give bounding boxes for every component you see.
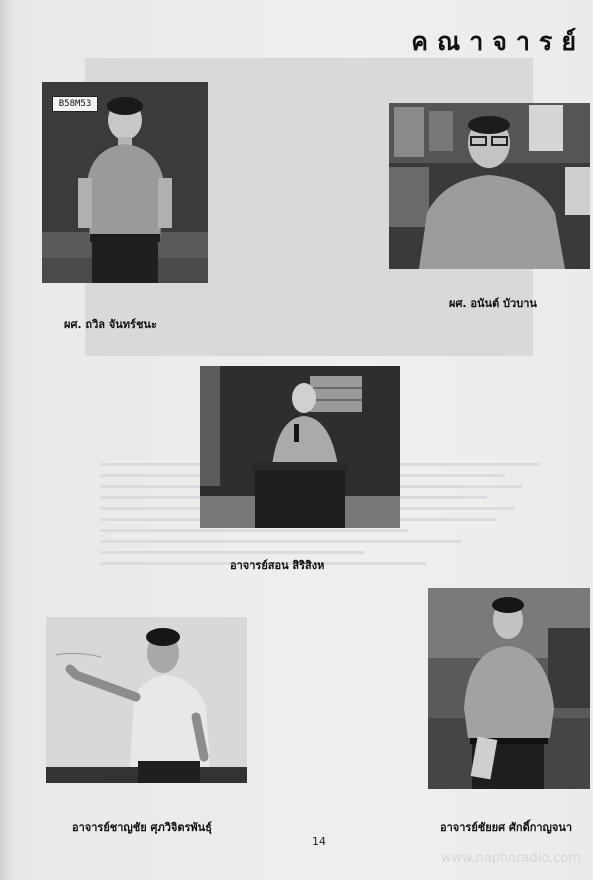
photo-faculty-3: [200, 366, 400, 528]
caption-faculty-3: อาจารย์สอน สิริสิงห: [230, 559, 325, 572]
caption-faculty-2: ผศ. อนันต์ บัวบาน: [449, 297, 537, 310]
caption-faculty-1: ผศ. ถวิล จันทร์ชนะ: [64, 318, 157, 331]
photo-faculty-5: [428, 588, 590, 789]
photo-id-tag: B58M53: [52, 96, 98, 112]
portrait-image: [428, 588, 590, 789]
portrait-image: [200, 366, 400, 528]
portrait-image: [389, 103, 590, 269]
page-title: คณาจารย์: [411, 27, 585, 56]
photo-faculty-1: [42, 82, 208, 283]
caption-faculty-4: อาจารย์ชาญชัย ศุภวิจิตรพันธุ์: [72, 821, 212, 834]
page-number: 14: [312, 835, 326, 848]
portrait-image: [42, 82, 208, 283]
photo-faculty-2: [389, 103, 590, 269]
portrait-image: [46, 617, 247, 783]
photo-faculty-4: [46, 617, 247, 783]
watermark-text: www.naphoradio.com: [440, 851, 581, 866]
caption-faculty-5: อาจารย์ชัยยศ ศักดิ์กาญจนา: [440, 821, 573, 834]
